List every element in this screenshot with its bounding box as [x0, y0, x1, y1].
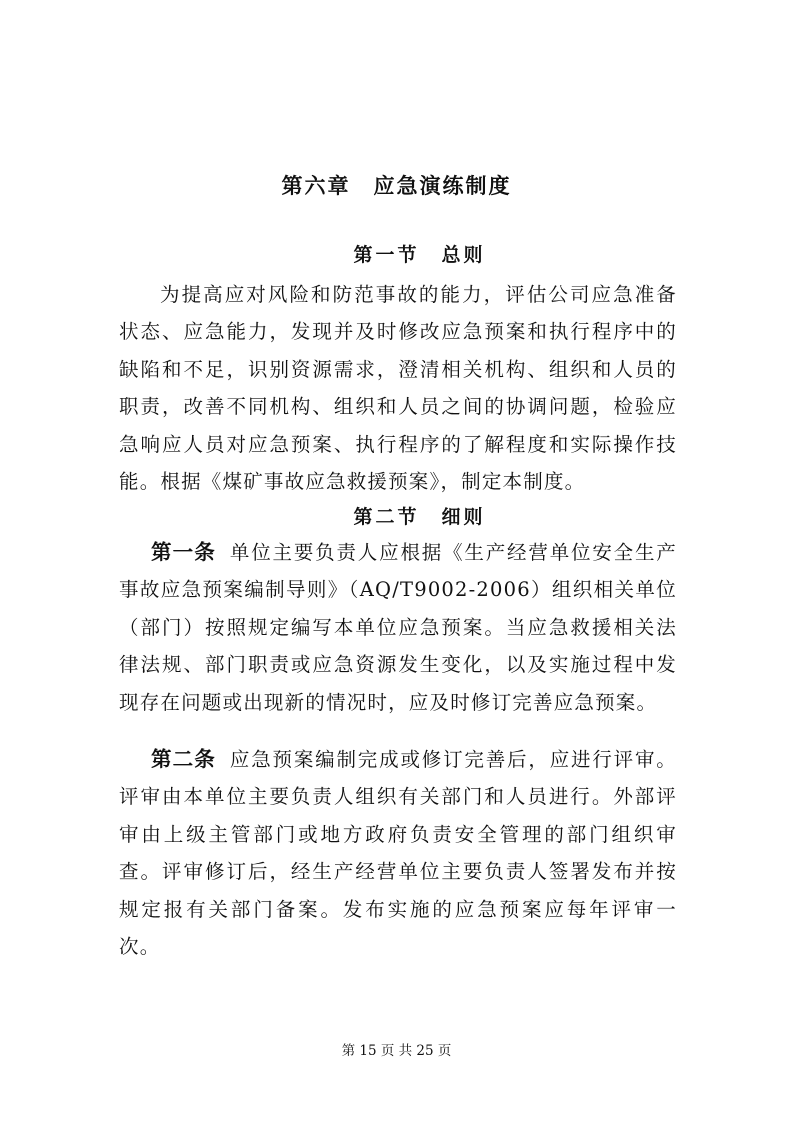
article-1-label: 第一条	[151, 540, 216, 564]
article-1-paragraph	[119, 534, 677, 721]
section-title-general: 第一节 总则	[353, 244, 486, 266]
chapter-title: 第六章 应急演练制度	[281, 173, 512, 198]
article-2-text: 应急预案编制完成或修订完善后，应进行评审。评审由本单位主要负责人组织有关部门和人员进行。外部评审由上级主管部门或地方政府负责安全管理的部门组织审查。评审修订后，经生产经营单位主要负责人签署发布并按规定报有关部门备案。发布实施的应急预案应每年评审一次。	[119, 748, 678, 959]
article-1-text: 单位主要负责人应根据《生产经营单位安全生产事故应急预案编制导则》（AQ/T9002-2006）组织相关单位（部门）按照规定编写本单位应急预案。当应急救援相关法律法规、部门职责或应急资源发生变化，以及实施过程中发现存在问题或出现新的情况时，应及时修订完善应急预案。	[119, 541, 678, 714]
general-paragraph	[119, 276, 677, 500]
general-paragraph-text: 为提高应对风险和防范事故的能力，评估公司应急准备状态、应急能力，发现并及时修改应急预案和执行程序中的缺陷和不足，识别资源需求，澄清相关机构、组织和人员的职责，改善不同机构、组织和人员之间的协调问题，检验应急响应人员对应急预案、执行程序的了解程度和实际操作技能。根据《煤矿事故应急救援预案》，制定本制度。	[119, 283, 677, 494]
section-title-details: 第二节 细则	[353, 506, 486, 528]
article-2-paragraph	[119, 741, 677, 965]
page-number-footer: 第 15 页 共 25 页	[341, 1043, 452, 1059]
article-2-label: 第二条	[151, 747, 216, 771]
